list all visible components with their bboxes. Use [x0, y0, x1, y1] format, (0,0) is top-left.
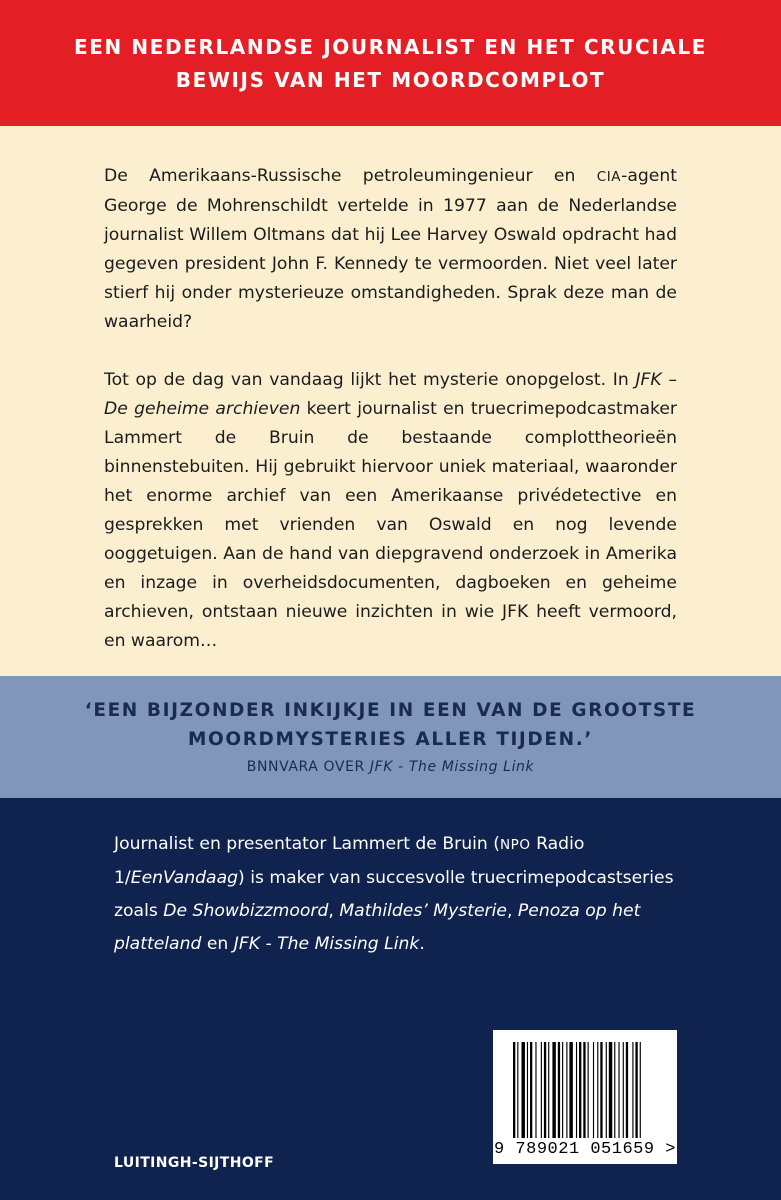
blurb-paragraph-2: Tot op de dag van vandaag lijkt het mysterie onopgelost. In JFK – De geheime archieven keert journalist en truecrimepodcastmaker Lammert de Bruin de bestaande complottheorieën binnenstebuiten. Hij gebruikt hiervoor uniek materiaal, waaronder het enorme archief van een Amerikaanse privédetective en gesprekken met vrienden van Oswald en nog levende ooggetuigen. Aan de hand van diepgravend onderzoek in Amerika en inzage in overheidsdocumenten, dagboeken en geheime archieven, ontstaan nieuwe inzichten in wie JFK heeft vermoord, en waarom…: [104, 370, 677, 651]
blurb-section: [0, 126, 781, 676]
headline-line-1: EEN NEDERLANDSE JOURNALIST EN HET CRUCIALE: [73, 35, 708, 59]
author-section: [0, 798, 781, 1200]
quote-line-2: MOORDMYSTERIES ALLER TIJDEN.’: [188, 729, 593, 750]
blurb-paragraph-1: De Amerikaans-Russische petroleumingenieur en CIA-agent George de Mohrenschildt vertelde in 1977 aan de Nederlandse journalist Willem Oltmans dat hij Lee Harvey Oswald opdracht had gegeven president John F. Kennedy te vermoorden. Niet veel later stierf hij onder mysterieuze omstandigheden. Sprak deze man de waarheid?: [104, 166, 677, 332]
quote-source: BNNVARA OVER JFK - The Missing Link: [246, 759, 535, 775]
headline-line-2: BEWIJS VAN HET MOORDCOMPLOT: [175, 68, 606, 92]
isbn-number: 9 789021 051659 >: [494, 1140, 676, 1159]
book-title: JFK – De geheime archieven: [104, 370, 677, 419]
header-band: [0, 0, 781, 126]
barcode-bars-icon: [493, 1030, 677, 1140]
author-bio: Journalist en presentator Lammert de Bruin (NPO Radio 1/EenVandaag) is maker van succesvolle truecrimepodcastseries zoals De Showbizzmoord, Mathildes’ Mysterie, Penoza op het platteland en JFK - The Missing Link.: [114, 834, 674, 954]
quote-band: [0, 676, 781, 798]
publisher-logo: LUITINGH-SIJTHOFF: [114, 1155, 275, 1171]
quote-line-1: ‘EEN BIJZONDER INKIJKJE IN EEN VAN DE GROOTSTE: [84, 700, 697, 721]
barcode: [493, 1030, 677, 1164]
